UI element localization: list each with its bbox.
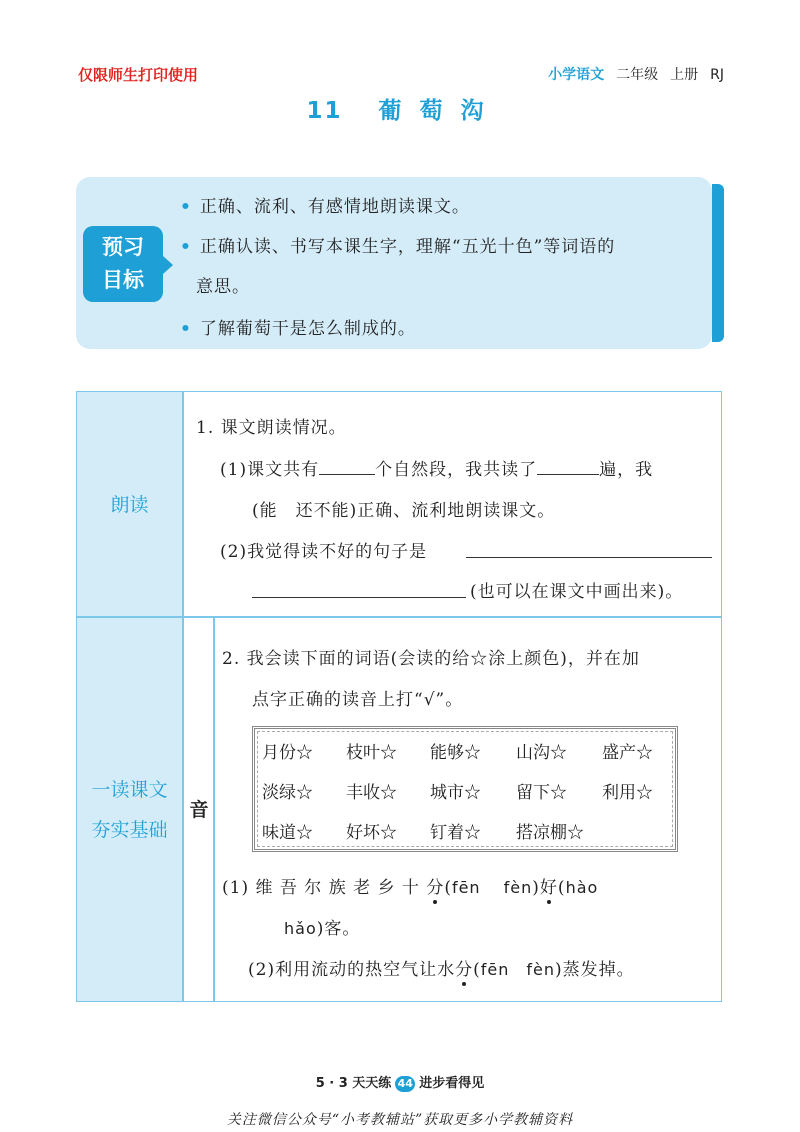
dotted-char: 好 [540,873,558,898]
print-notice: 仅限师生打印使用 [78,66,199,84]
edition-label: RJ [710,67,724,83]
table-divider [213,617,215,1002]
pronunciation-item-1-cont: hǎo)客。 [284,919,361,939]
word-row [262,818,584,843]
word-item[interactable]: 盛产☆ [602,743,653,763]
book-info [548,64,724,84]
question-1-title: 1. 课文朗读情况。 [196,418,347,438]
question-2-line: 2. 我会读下面的词语(会读的给☆涂上颜色)，并在加 [222,649,640,669]
goal-item-continued: 意思。 [196,277,250,297]
preview-box-tab [712,184,724,342]
word-item[interactable]: 月份☆ [262,743,313,763]
question-1-1: (1)课文共有 个自然段，我共读了 遍，我 [220,455,653,480]
word-row [262,778,653,803]
word-item[interactable]: 利用☆ [602,783,653,803]
word-item[interactable]: 留下☆ [516,783,567,803]
title-char: 葡 [378,98,404,124]
pinyin-option[interactable]: hǎo [284,919,317,938]
page-number: 44 [395,1076,415,1092]
word-item[interactable]: 钉着☆ [430,823,481,843]
word-item[interactable]: 淡绿☆ [262,783,313,803]
question-2-line: 点字正确的读音上打“√”。 [252,690,464,710]
section-label-reading: 朗读 [110,494,149,516]
goal-item: • 正确认读、书写本课生字，理解“五光十色”等词语的 [180,237,616,257]
word-item[interactable]: 山沟☆ [516,743,567,763]
title-char: 沟 [460,98,486,124]
subject-label: 小学语文 [548,67,605,83]
badge-line: 预习 [102,235,144,259]
read-count-blank[interactable] [537,456,599,475]
question-1-2: (2)我觉得读不好的句子是 [220,542,428,562]
footer-brand: 5 · 3 天天练 [315,1076,392,1091]
pinyin-options[interactable]: fēn fèn [480,960,555,979]
word-item[interactable]: 城市☆ [430,783,481,803]
pinyin-options[interactable]: fēn fèn [451,878,533,897]
sentence-answer-line[interactable] [252,597,466,598]
word-item[interactable]: 丰收☆ [346,783,397,803]
section-label-basics: 一读课文 夯实基础 [91,779,168,841]
word-item[interactable]: 味道☆ [262,823,313,843]
dotted-char: 分 [455,955,473,980]
word-item[interactable]: 能够☆ [430,743,481,763]
dotted-char: 分 [426,873,444,898]
table-divider [182,391,184,1002]
word-item[interactable]: 枝叶☆ [346,743,397,763]
pronunciation-item-1: (1) 维 吾 尔 族 老 乡 十 分(fēn fèn)好(hào [222,873,598,898]
question-1-2-note: (也可以在课文中画出来)。 [470,582,684,602]
bottom-note: 关注微信公众号“小考教辅站”获取更多小学教辅资料 [226,1112,574,1128]
sentence-answer-line[interactable] [466,557,712,558]
lesson-number: 11 [306,98,343,124]
table-row-divider [76,616,722,618]
word-item[interactable]: 搭凉棚☆ [516,823,584,843]
title-char: 萄 [419,98,445,124]
goal-item: • 正确、流利、有感情地朗读课文。 [180,197,470,217]
goal-item: • 了解葡萄干是怎么制成的。 [180,319,416,339]
badge-pointer [163,256,173,274]
volume-label: 上册 [670,67,699,83]
word-item[interactable]: 好坏☆ [346,823,397,843]
page-footer [0,1072,800,1092]
paragraph-count-blank[interactable] [319,456,375,475]
badge-line: 目标 [102,268,144,292]
sub-label-pronunciation: 音 [189,799,209,821]
grade-label: 二年级 [616,67,659,83]
preview-badge [83,226,163,302]
footer-slogan: 进步看得见 [419,1076,485,1091]
question-1-1-choice: (能 还不能)正确、流利地朗读课文。 [252,501,556,521]
pinyin-option[interactable]: hào [565,878,599,897]
word-row [262,738,653,763]
pronunciation-item-2: (2)利用流动的热空气让水分(fēn fèn)蒸发掉。 [248,955,635,980]
page-title [0,92,800,125]
